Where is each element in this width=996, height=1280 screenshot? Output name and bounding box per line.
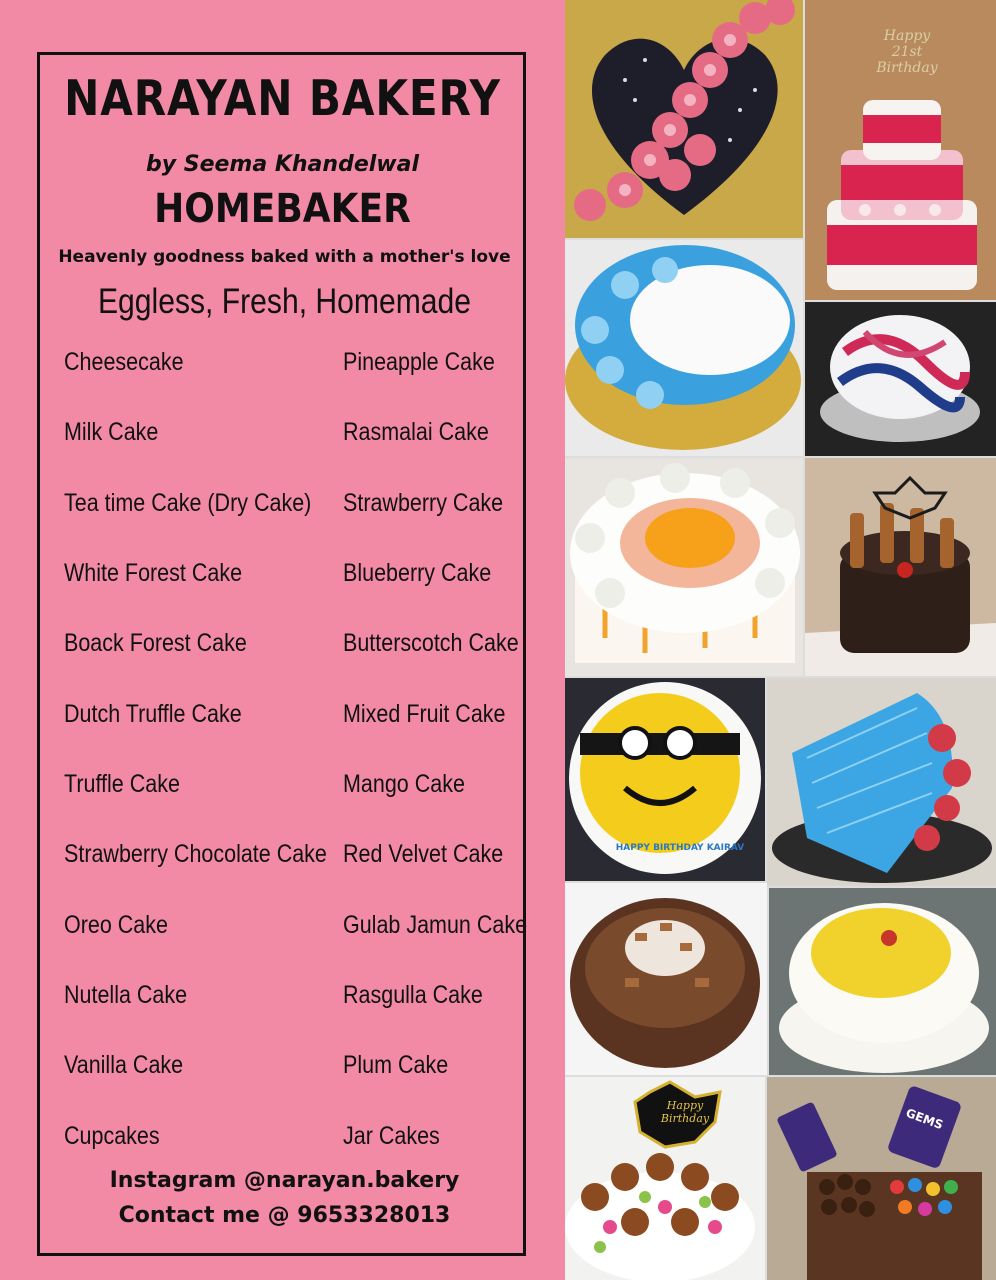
- blue-heart-cake-photo: [767, 678, 996, 886]
- menu-item: Rasmalai Cake: [343, 418, 489, 446]
- menu-item: Mango Cake: [343, 770, 465, 798]
- menu-item: Strawberry Cake: [343, 489, 504, 517]
- baker-byline: by Seema Khandelwal: [145, 152, 419, 177]
- blue-rosette-cake-photo: [565, 240, 803, 456]
- menu-item: Mixed Fruit Cake: [343, 700, 506, 728]
- menu-item: White Forest Cake: [64, 559, 243, 587]
- menu-item: Truffle Cake: [64, 770, 180, 798]
- menu-item: Rasgulla Cake: [343, 981, 483, 1009]
- menu-item: Jar Cakes: [343, 1122, 440, 1150]
- menu-item: Boack Forest Cake: [64, 629, 247, 657]
- menu-item: Tea time Cake (Dry Cake): [64, 489, 312, 517]
- minion-birthday-cake-photo: [565, 678, 765, 881]
- menu-item: Red Velvet Cake: [343, 840, 504, 868]
- menu-item: Butterscotch Cake: [343, 629, 519, 657]
- gems-kitkat-cake-photo: [767, 1077, 996, 1280]
- menu-item: Cupcakes: [64, 1122, 160, 1150]
- menu-item: Pineapple Cake: [343, 348, 495, 376]
- cupcake-topper-text: Happy Birthday: [660, 1099, 710, 1125]
- minion-cake-writing: HAPPY BIRTHDAY KAIRAV: [615, 843, 745, 853]
- mango-sprinkle-cake-photo: [565, 458, 803, 676]
- menu-item: Blueberry Cake: [343, 559, 492, 587]
- menu-item: Milk Cake: [64, 418, 159, 446]
- menu-item: Cheesecake: [64, 348, 184, 376]
- menu-item: Nutella Cake: [64, 981, 188, 1009]
- chocolate-flake-cake-photo: [565, 883, 767, 1075]
- marble-cake-photo: [805, 302, 996, 456]
- menu-item: Strawberry Chocolate Cake: [64, 840, 327, 868]
- gulab-jamun-topper-cake-photo: [565, 1077, 765, 1280]
- instagram-handle[interactable]: Instagram @narayan.bakery: [109, 1168, 460, 1193]
- menu-item: Dutch Truffle Cake: [64, 700, 242, 728]
- menu-item: Vanilla Cake: [64, 1051, 184, 1079]
- homebaker-heading: HOMEBAKER: [154, 186, 411, 232]
- yellow-rose-cake-photo: [769, 888, 996, 1075]
- tiered-birthday-cake-photo: [805, 0, 996, 300]
- menu-item: Plum Cake: [343, 1051, 449, 1079]
- tagline: Heavenly goodness baked with a mother's love: [58, 247, 511, 267]
- cake-photo-collage: [565, 0, 996, 1280]
- contact-number[interactable]: Contact me @ 9653328013: [118, 1203, 451, 1228]
- menu-item: Oreo Cake: [64, 911, 168, 939]
- heart-rose-cake-photo: [565, 0, 803, 238]
- menu-item: Gulab Jamun Cake: [343, 911, 528, 939]
- gems-pack-label: GEMS: [903, 1105, 946, 1133]
- chocolate-topper-cake-photo: [805, 458, 996, 676]
- birthday-topper-text: Happy 21st Birthday: [876, 28, 938, 76]
- bakery-title: NARAYAN BAKERY: [64, 70, 501, 127]
- subtitle: Eggless, Fresh, Homemade: [97, 282, 472, 321]
